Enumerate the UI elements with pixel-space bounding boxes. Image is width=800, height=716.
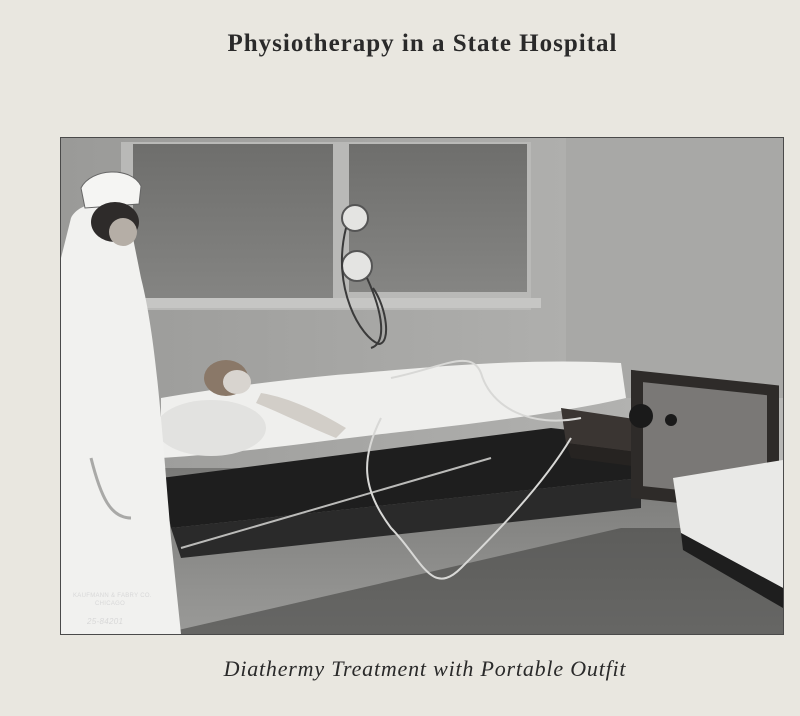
photo-credit-city: CHICAGO: [95, 601, 126, 607]
photo-credit-company: KAUFMANN & FABRY CO.: [73, 593, 152, 599]
window-glass-right: [349, 144, 527, 292]
page-title: Physiotherapy in a State Hospital: [227, 30, 618, 57]
window-glass-left: [133, 144, 333, 302]
photo-scene: [61, 138, 783, 634]
machine-dial: [629, 404, 653, 428]
side-wall: [566, 138, 783, 398]
photo-credit-number: 25-84201: [87, 617, 124, 626]
photo-caption: Diathermy Treatment with Portable Outfit: [223, 656, 627, 681]
pillow: [156, 400, 266, 456]
electrode-lower: [342, 251, 372, 281]
photo-credit: [73, 592, 183, 626]
electrode-upper: [342, 205, 368, 231]
window-sill: [121, 298, 541, 308]
photograph: [60, 137, 784, 635]
